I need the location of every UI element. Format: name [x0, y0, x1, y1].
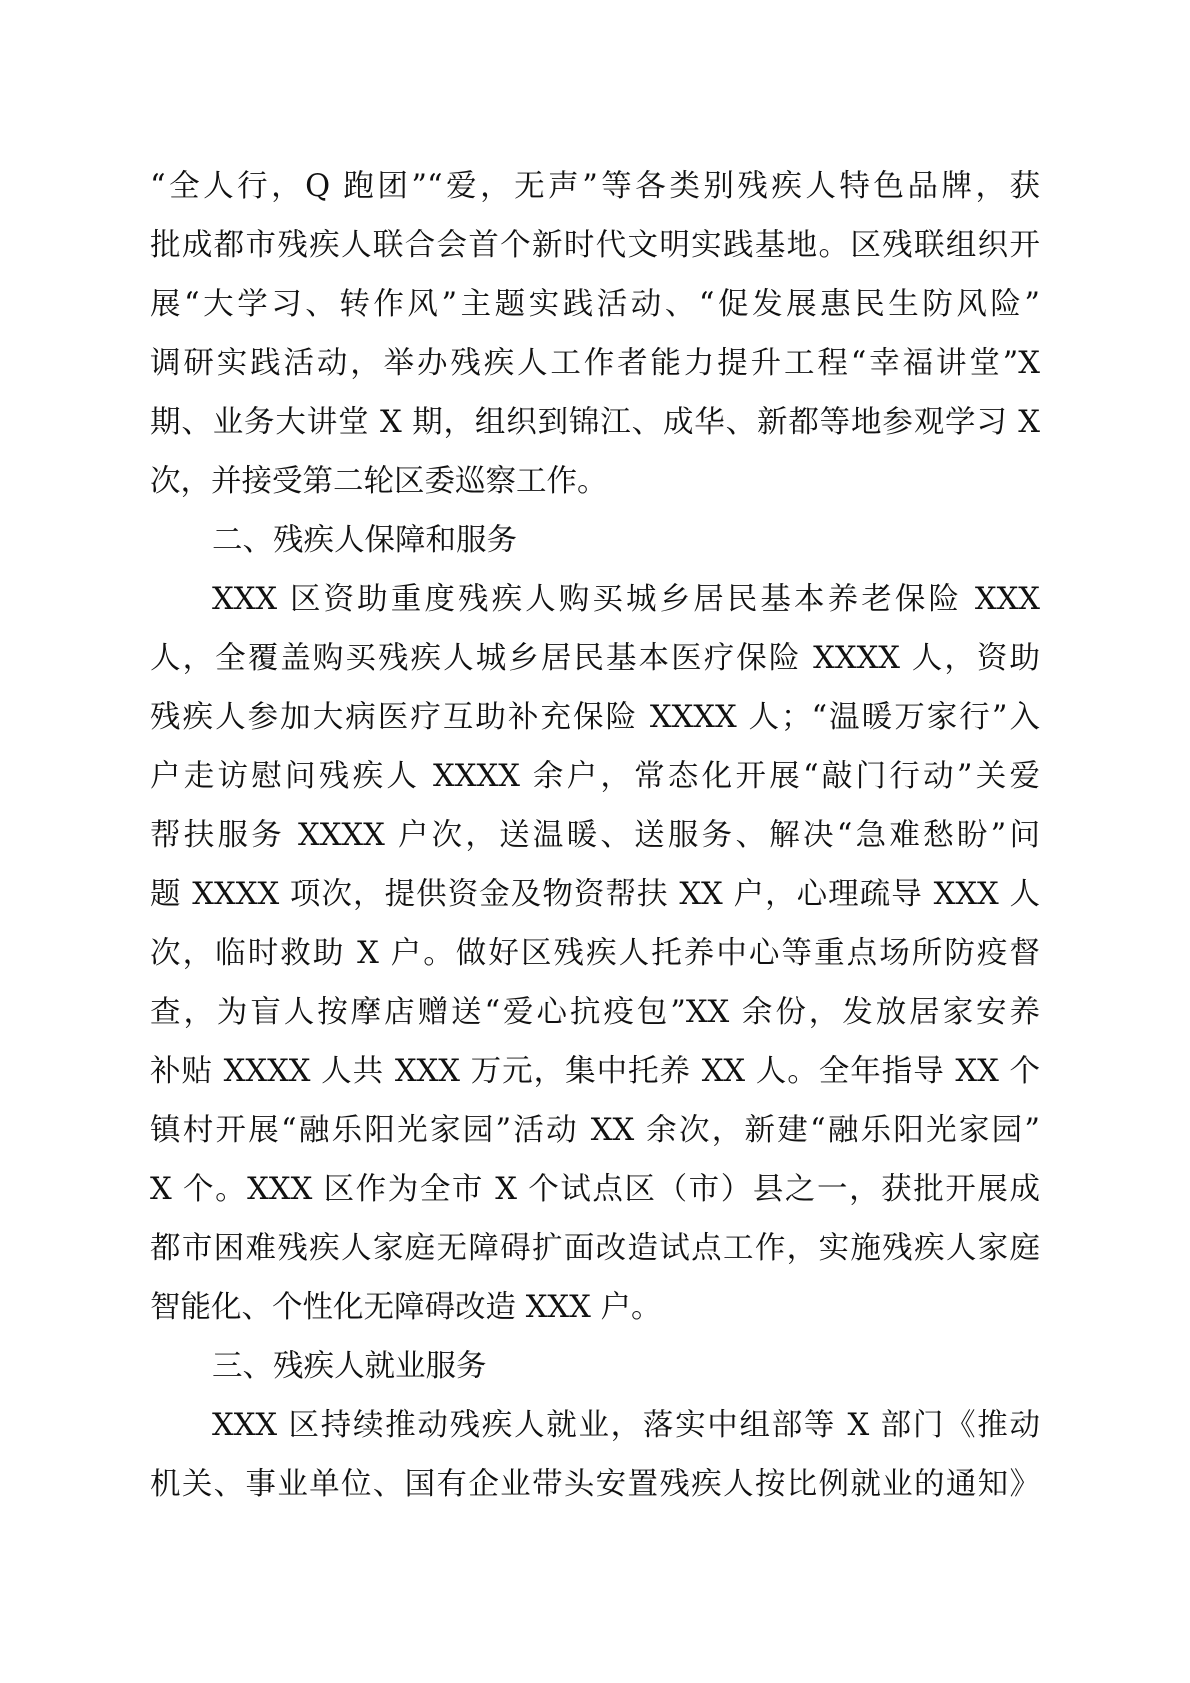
paragraph-line: 机关、事业单位、国有企业带头安置残疾人按比例就业的通知》 — [150, 1467, 1040, 1502]
section-heading: 二、残疾人保障和服务 — [212, 523, 517, 558]
paragraph-line: “全人行，Q 跑团”“爱，无声”等各类别残疾人特色品牌，获 — [150, 169, 1040, 204]
paragraph-line: 补贴 XXXX 人共 XXX 万元，集中托养 XX 人。全年指导 XX 个 — [150, 1054, 1040, 1089]
paragraph-line: 次，临时救助 X 户。做好区残疾人托养中心等重点场所防疫督 — [150, 936, 1040, 971]
paragraph-line: XXX 区资助重度残疾人购买城乡居民基本养老保险 XXX — [212, 582, 1040, 617]
paragraph-line: 期、业务大讲堂 X 期，组织到锦江、成华、新都等地参观学习 X — [150, 405, 1040, 440]
paragraph-line: 智能化、个性化无障碍改造 XXX 户。 — [150, 1290, 662, 1325]
paragraph-line: 人，全覆盖购买残疾人城乡居民基本医疗保险 XXXX 人，资助 — [150, 641, 1040, 676]
paragraph-line: 展“大学习、转作风”主题实践活动、“促发展惠民生防风险” — [150, 287, 1040, 322]
paragraph-line: 都市困难残疾人家庭无障碍扩面改造试点工作，实施残疾人家庭 — [150, 1231, 1040, 1266]
paragraph-line: X 个。XXX 区作为全市 X 个试点区（市）县之一，获批开展成 — [150, 1172, 1040, 1207]
paragraph-line: 查，为盲人按摩店赠送“爱心抗疫包”XX 余份，发放居家安养 — [150, 995, 1040, 1030]
paragraph-line: 调研实践活动，举办残疾人工作者能力提升工程“幸福讲堂”X — [150, 346, 1040, 381]
paragraph-line: 残疾人参加大病医疗互助补充保险 XXXX 人；“温暖万家行”入 — [150, 700, 1040, 735]
paragraph-line: 次，并接受第二轮区委巡察工作。 — [150, 464, 608, 499]
paragraph-line: 题 XXXX 项次，提供资金及物资帮扶 XX 户，心理疏导 XXX 人 — [150, 877, 1040, 912]
paragraph-line: 帮扶服务 XXXX 户次，送温暖、送服务、解决“急难愁盼”问 — [150, 818, 1040, 853]
paragraph-line: 批成都市残疾人联合会首个新时代文明实践基地。区残联组织开 — [150, 228, 1040, 263]
paragraph-line: XXX 区持续推动残疾人就业，落实中组部等 X 部门《推动 — [212, 1408, 1040, 1443]
paragraph-line: 户走访慰问残疾人 XXXX 余户，常态化开展“敲门行动”关爱 — [150, 759, 1040, 794]
section-heading: 三、残疾人就业服务 — [212, 1349, 487, 1384]
paragraph-line: 镇村开展“融乐阳光家园”活动 XX 余次，新建“融乐阳光家园” — [150, 1113, 1040, 1148]
